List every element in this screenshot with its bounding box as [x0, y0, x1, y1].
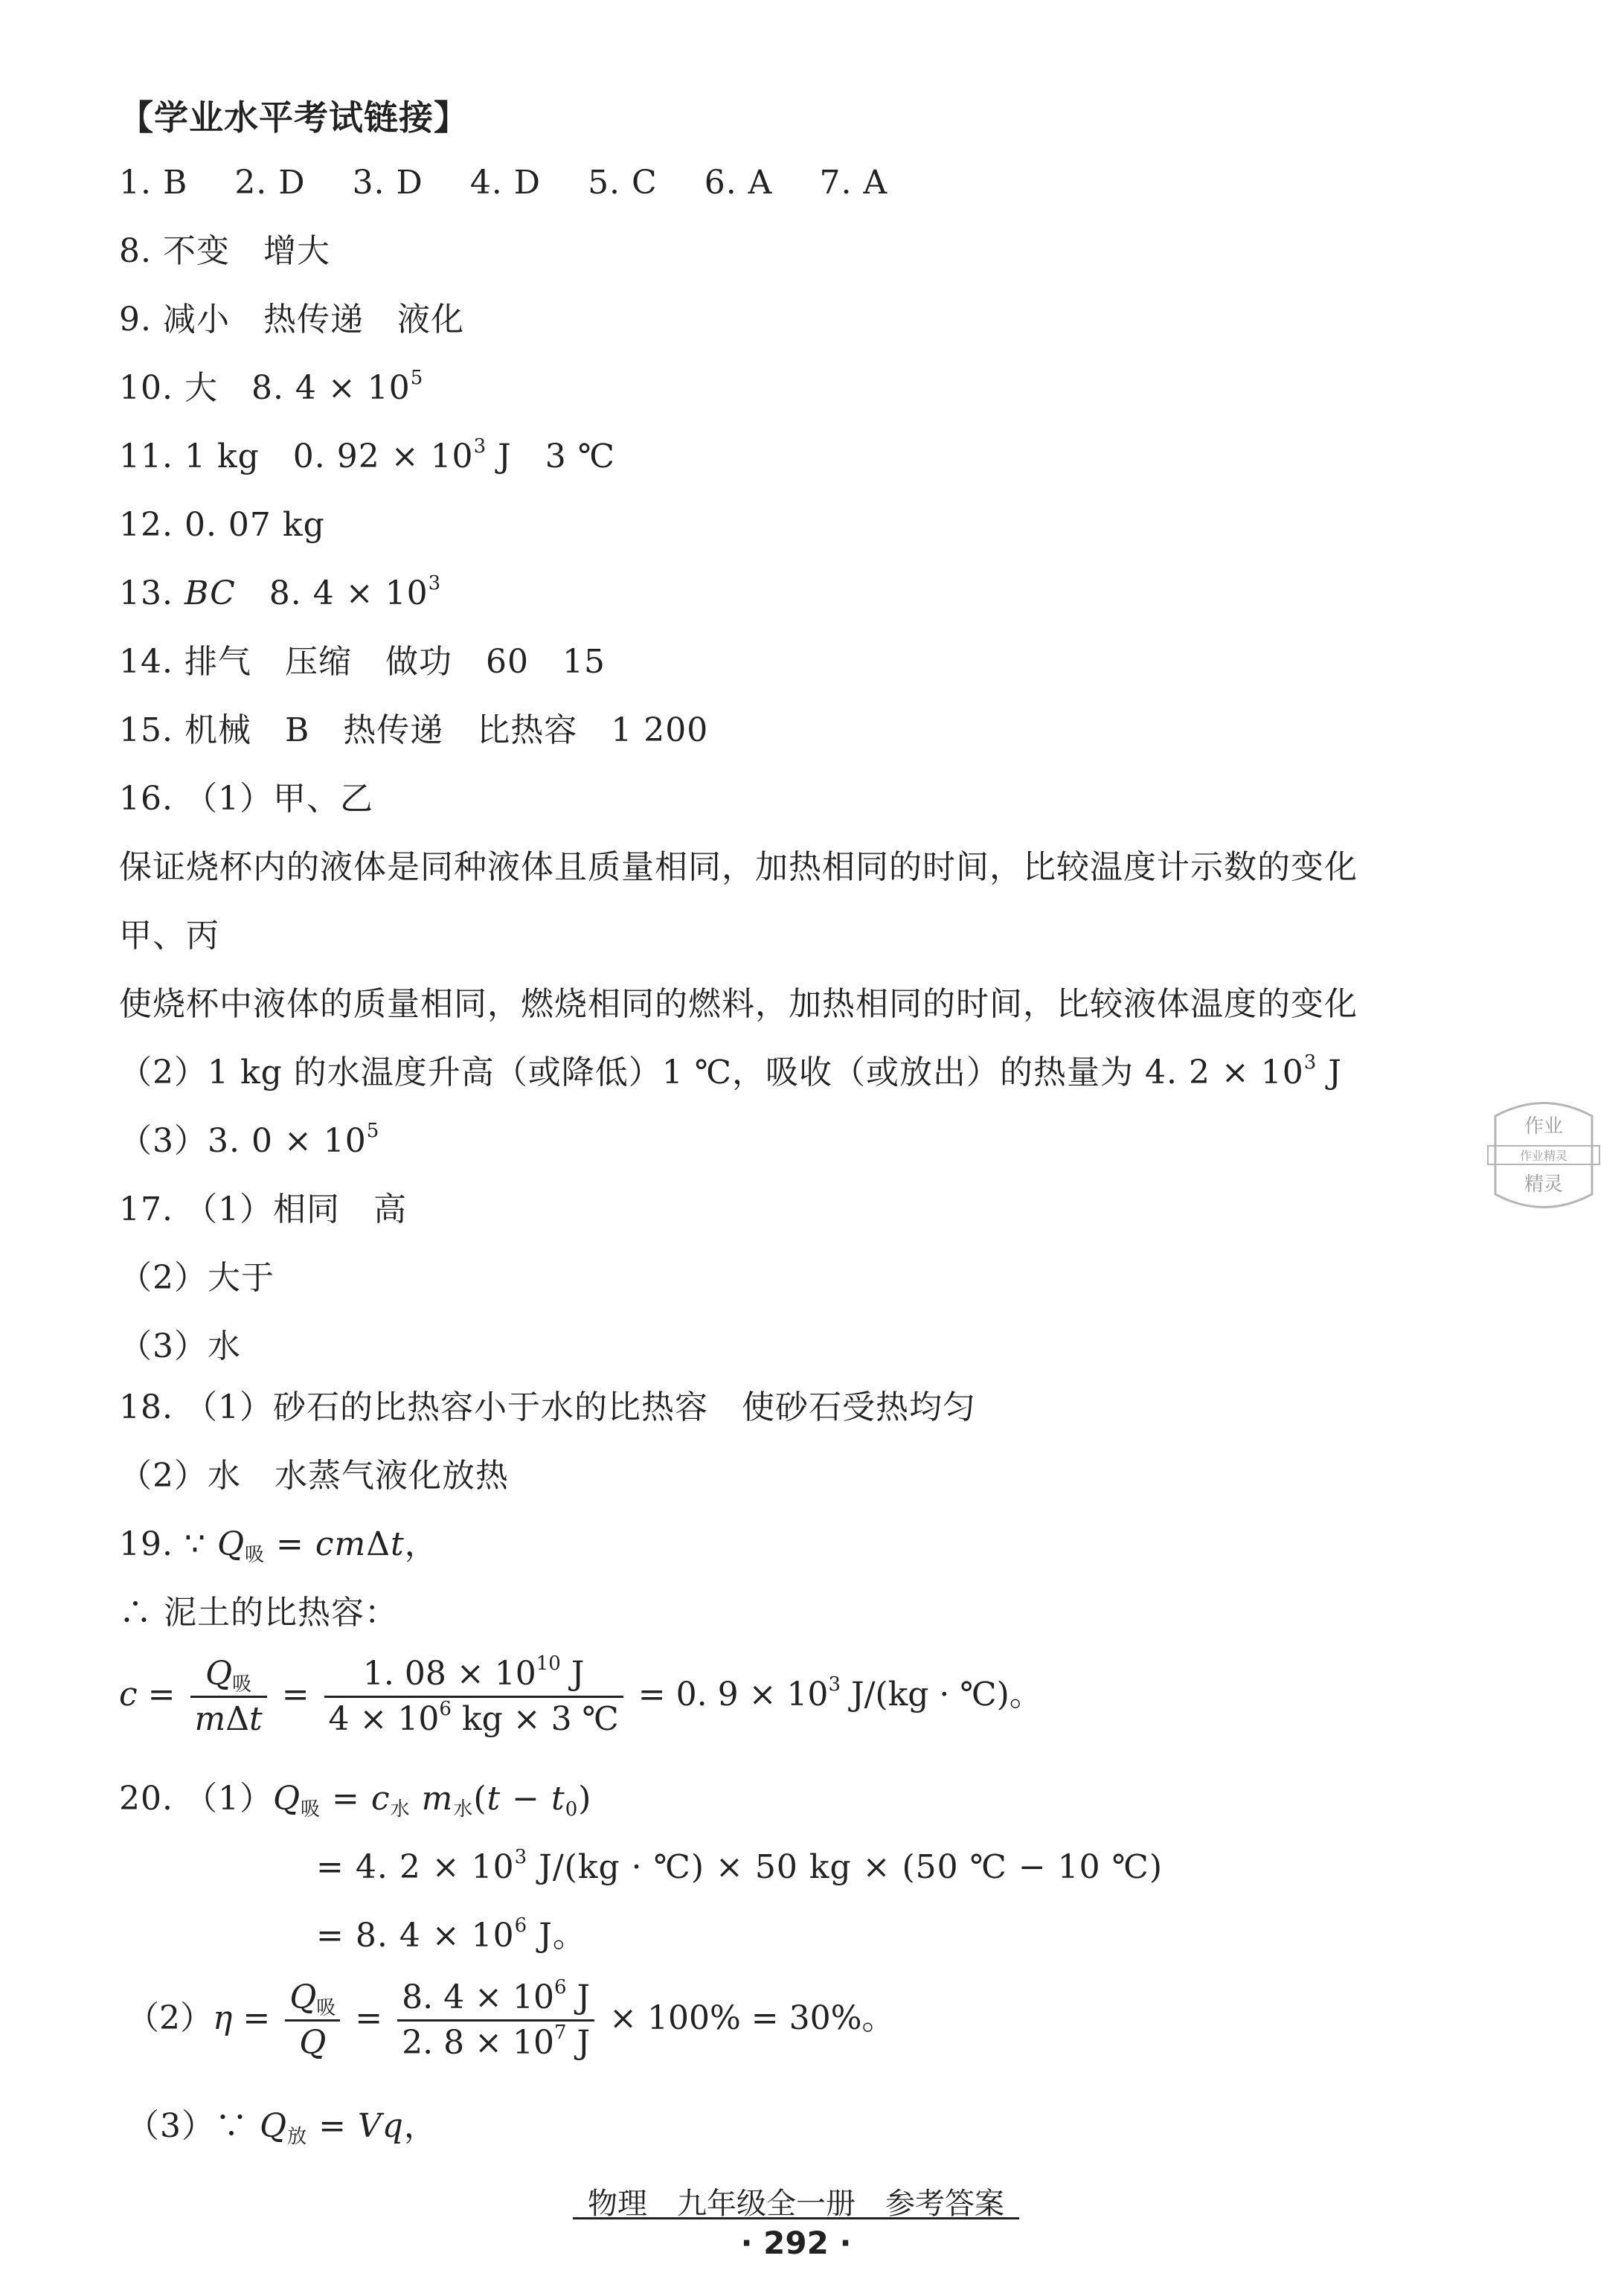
- answer-17-1: 17. （1）相同 高: [119, 1190, 407, 1228]
- answers-row-1-7: [119, 162, 888, 204]
- answer-5: 5. C: [588, 164, 658, 202]
- answer-18-1: 18. （1）砂石的比热容小于水的比热容 使砂石受热均匀: [119, 1388, 976, 1426]
- answer-20-1-substitution: = 4. $2 \times 10^3$ J/(kg · ℃) × 50 kg × (50 ℃ − 10 ℃): [316, 1846, 1164, 1886]
- answer-20-1-result: = 8. $4 \times 10^6$ J。: [316, 1914, 586, 1955]
- section-title: 【学业水平考试链接】: [119, 97, 469, 138]
- answer-20-2-efficiency: （2）η = $\frac{Q_吸}{Q}$ = $\frac{8. 4 \times 10^6 J}{2. 8 \times 10^7 J}$ × 100% = 30%。: [126, 1976, 895, 2062]
- answer-8: 8. 不变 增大: [119, 232, 330, 270]
- answer-16-part-3: （3）3. $0 \times 10^5$: [119, 1120, 380, 1160]
- answer-20-3-formula: （3）∵ $Q_放 = Vq$，: [126, 2107, 437, 2148]
- answer-10: 10. 大 8. $4 \times 10^5$: [119, 367, 424, 407]
- answer-4: 4. D: [469, 164, 542, 202]
- answer-20-1-formula: 20. $(1)Q_吸 = c_水$ $m_水(t - t_0)$: [119, 1780, 592, 1821]
- answer-18-2: （2）水 水蒸气液化放热: [119, 1457, 509, 1495]
- answer-17-3: （3）水: [119, 1327, 241, 1365]
- answer-7: 7. A: [819, 164, 888, 202]
- answer-15: 15. 机械 B 热传递 比热容 1 200: [119, 711, 709, 749]
- fraction-efficiency-numeric: $\frac{8. 4 \times 10^6 J}{2. 8 \times 10^7 J}$: [397, 1979, 594, 2062]
- answer-19-calculation: c = $\frac{Q_吸}{\text{mΔt}}$ = $\frac{1. 08 \times 10^{10} J}{4 \times 10^6 kg \times 3 ℃}$ = 0. $9 \times 10^3$ J/(kg · ℃)。: [119, 1652, 1042, 1738]
- answer-14: 14. 排气 压缩 做功 60 15: [119, 643, 606, 681]
- answer-9: 9. 减小 热传递 液化: [119, 301, 464, 339]
- answer-19-formula: 19. ∵ $Q_吸 = cm\Delta t$，: [119, 1525, 438, 1566]
- answer-17-2: （2）大于: [119, 1259, 275, 1297]
- answer-16-explanation-1: 保证烧杯内的液体是同种液体且质量相同，加热相同的时间，比较温度计示数的变化: [119, 848, 1358, 886]
- svg-text:精灵: 精灵: [1524, 1173, 1564, 1196]
- svg-text:作业精灵: 作业精灵: [1519, 1149, 1568, 1163]
- answer-11: 11. 1 kg 0. $92 \times 10^3$ J 3 ℃: [119, 435, 615, 475]
- answer-3: 3. D: [352, 164, 423, 202]
- answer-19-conclusion: ∴ 泥土的比热容：: [119, 1594, 398, 1632]
- fraction-numeric: $\frac{1. 08 \times 10^{10} J}{4 \times 10^6 kg \times 3 ℃}$: [324, 1655, 623, 1738]
- footer-title: 物理 九年级全一册 参考答案: [588, 2187, 1004, 2221]
- answer-16-part-2: （2）1 kg 的水温度升高（或降低）1 ℃，吸收（或放出）的热量为 4. $2 \times 10^3$ J: [119, 1051, 1342, 1091]
- svg-text:作业: 作业: [1524, 1115, 1564, 1138]
- footer-divider: [573, 2217, 1019, 2219]
- fraction-q-over-mdt: $\frac{Q_吸}{\text{mΔt}}$: [190, 1655, 267, 1738]
- answer-16-1: 16. （1）甲、乙: [119, 780, 373, 818]
- answer-2: 2. D: [234, 164, 306, 202]
- answer-16-explanation-2: 使烧杯中液体的质量相同，燃烧相同的燃料，加热相同的时间，比较液体温度的变化: [119, 985, 1358, 1023]
- fraction-q-absorbed-over-q: $\frac{Q_吸}{Q}$: [285, 1979, 340, 2062]
- answer-16-2: 甲、丙: [119, 917, 219, 955]
- answer-12: 12. 0. 07 kg: [119, 506, 325, 544]
- answer-1: 1. B: [119, 164, 188, 202]
- watermark-stamp-icon: [1480, 1094, 1607, 1220]
- page-number: · 292 ·: [740, 2225, 852, 2261]
- answer-6: 6. A: [704, 164, 773, 202]
- answer-13: 13. BC 8. $4 \times 10^3$: [119, 572, 442, 612]
